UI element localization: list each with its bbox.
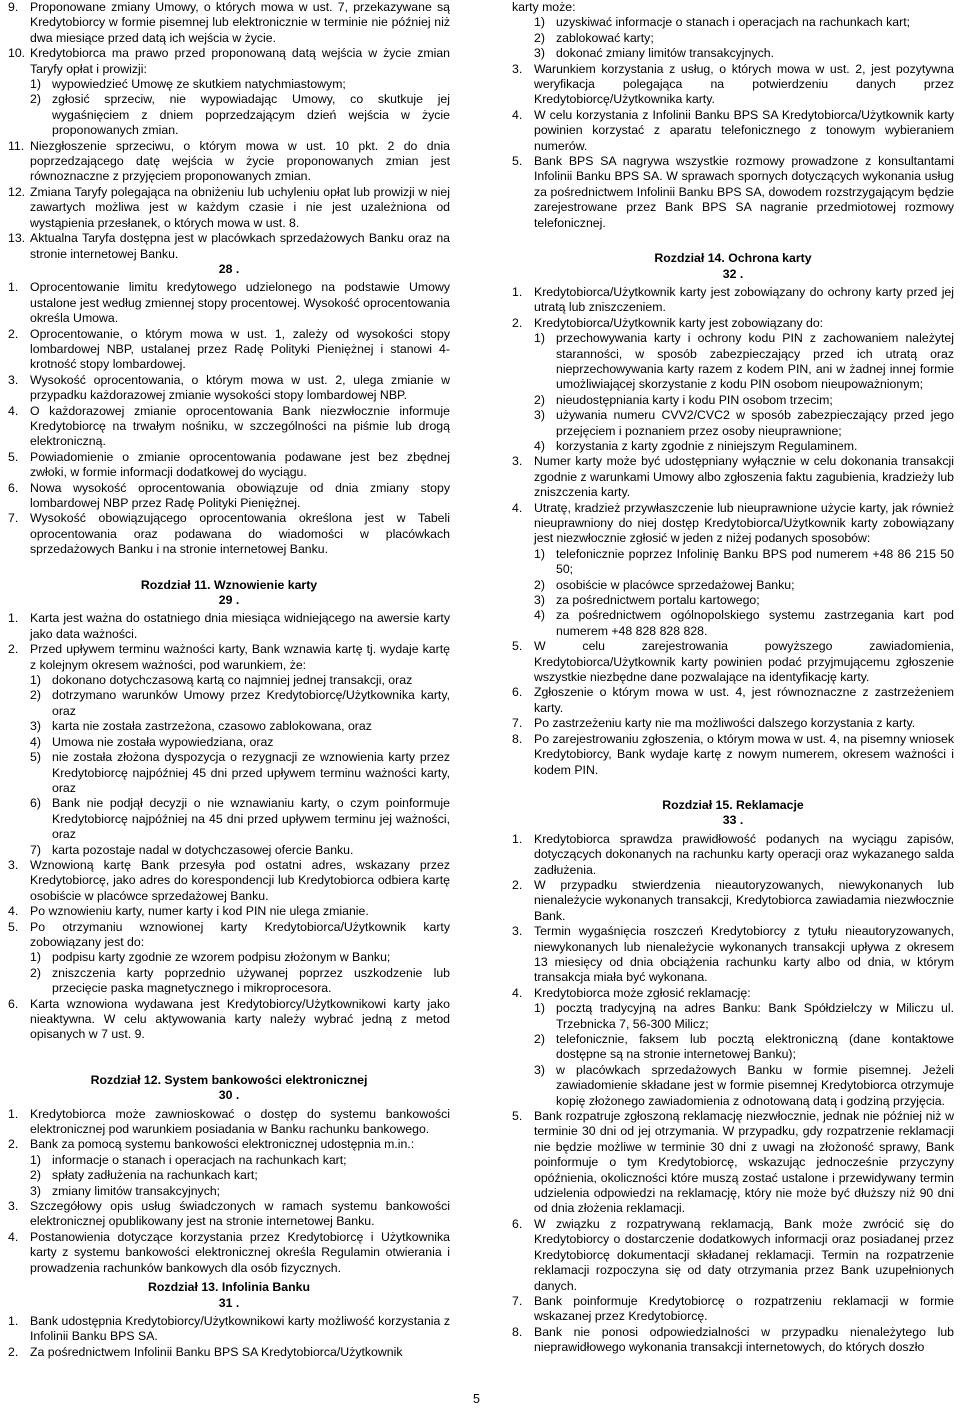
item-number: 10. xyxy=(8,46,26,61)
sub-item-text: dotrzymano warunków Umowy przez Kredytobiorcę/Użytkownika karty, oraz xyxy=(52,688,450,718)
list-item xyxy=(8,1230,450,1276)
item-text: Zgłoszenie o którym mowa w ust. 4, jest równoznaczne z zastrzeżeniem karty. xyxy=(534,685,954,715)
item-number: 3. xyxy=(512,454,523,469)
list-item xyxy=(512,986,954,1001)
list-item xyxy=(8,611,450,642)
sub-item-number: 6) xyxy=(30,796,41,811)
item-number: 7. xyxy=(8,511,19,526)
item-number: 2. xyxy=(8,326,19,341)
item-text: Kredytobiorca może zawnioskować o dostęp do systemu bankowości elektronicznej pod warunkiem posiadania w Banku rachunku bankowego. xyxy=(30,1106,450,1137)
sub-item-number: 3) xyxy=(534,408,545,423)
sub-item-text: Umowa nie została wypowiedziana, oraz xyxy=(52,734,274,749)
sub-item xyxy=(534,331,954,393)
sub-item-text: nie została złożona dyspozycja o rezygnacji ze wznowienia karty przez Kredytobiorcę najpóźniej 45 dni przed upływem terminu ważności karty, oraz xyxy=(52,750,450,795)
sub-item-number: 2) xyxy=(534,392,545,407)
item-number: 4. xyxy=(8,904,19,919)
sub-item xyxy=(534,393,954,408)
item-number: 5. xyxy=(8,919,19,934)
item-text: W celu zarejestrowania powyższego zawiadomienia, Kredytobiorca/Użytkownik karty powinien podać przyjmującemu zgłoszenie wszystkie niezbędne dane pozwalające na identyfikację karty. xyxy=(534,639,954,685)
item-number: 4. xyxy=(8,403,19,418)
sub-item xyxy=(30,1153,450,1168)
item-number: 3. xyxy=(8,1199,19,1214)
sub-item xyxy=(534,408,954,439)
item-number: 4. xyxy=(512,500,523,515)
sub-item xyxy=(30,796,450,842)
item-number: 1. xyxy=(8,611,19,626)
item-number: 12. xyxy=(8,184,26,199)
item-text: Aktualna Taryfa dostępna jest w placówkach sprzedażowych Banku oraz na stronie internetowej Banku. xyxy=(30,231,450,261)
sub-item xyxy=(30,843,450,858)
list-item xyxy=(8,1137,450,1152)
list-item xyxy=(8,858,450,904)
list-item xyxy=(512,716,954,731)
list-item xyxy=(8,1314,450,1345)
item-number: 1. xyxy=(512,831,523,846)
section-pre-right xyxy=(512,62,954,231)
paragraph-32: 32 . xyxy=(722,266,744,281)
item-text: Po zastrzeżeniu karty nie ma możliwości dalszego korzystania z karty. xyxy=(534,716,916,731)
sub-item-text: podpisu karty zgodnie ze wzorem podpisu złożonym w Banku; xyxy=(52,950,391,965)
item-text: Kredytobiorca może zgłosić reklamację: xyxy=(534,985,751,1000)
sub-item-number: 1) xyxy=(534,1001,545,1016)
paragraph-31: 31 . xyxy=(218,1295,240,1310)
list-item xyxy=(8,1107,450,1138)
chapter-15-heading: Rozdział 15. Reklamacje xyxy=(662,797,804,812)
page-number: 5 xyxy=(473,1392,480,1406)
list-item xyxy=(8,920,450,951)
section-33 xyxy=(512,832,954,1356)
item-number: 2. xyxy=(512,315,523,330)
item-text: Bank BPS SA nagrywa wszystkie rozmowy prowadzone z konsultantami Infolinii Banku BPS SA. W sprawach spornych dotyczących wykonania usług za pośrednictwem Infolinii Banku BPS SA, dowodem rozstrzygającym będzie zarejestrowane przez Bank BPS SA nagranie przedmiotowej rozmowy telefonicznej. xyxy=(534,154,954,230)
sub-item xyxy=(534,31,954,46)
item-text: Po otrzymaniu wznowionej karty Kredytobiorca/Użytkownik karty zobowiązany jest do: xyxy=(30,919,450,949)
item-text: Karta jest ważna do ostatniego dnia miesiąca widniejącego na awersie karty jako data ważności. xyxy=(30,611,450,641)
sub-item xyxy=(534,1063,954,1109)
item-number: 2. xyxy=(8,1137,19,1152)
item-text: Bank za pomocą systemu bankowości elektronicznej udostępnia m.in.: xyxy=(30,1137,415,1152)
list-item xyxy=(512,639,954,685)
sub-item-number: 1) xyxy=(534,15,545,30)
list-item xyxy=(8,327,450,373)
sub-item xyxy=(534,547,954,578)
list-item xyxy=(8,642,450,673)
sub-item xyxy=(30,673,450,688)
item-text: Oprocentowanie limitu kredytowego udzielonego na podstawie Umowy ustalone jest według zmiennej stopy procentowej. Wysokość oprocentowania określa Umowa. xyxy=(30,280,450,326)
sub-item xyxy=(30,966,450,997)
continued-subitems xyxy=(512,15,954,61)
item-text: Bank rozpatruje zgłoszoną reklamację niezwłocznie, jednak nie później niż w terminie 30 dni od jej otrzymania. W przypadku, gdy rozpatrzenie reklamacji nie będzie możliwe w terminie 30 dni z uwagi na złożoność sprawy, Bank poinformuje o tym Kredytobiorcę, wskazując jednocześnie przyczyny opóźnienia, okoliczności które muszą zostać ustalone i przewidywany termin udzielenia odpowiedzi na reklamację, który nie może być dłuższy niż 90 dni od dnia złożenia reklamacji. xyxy=(534,1109,954,1216)
item-text: Powiadomienie o zmianie oprocentowania podawane jest bez zbędnej zwłoki, w formie informacji dodatkowej do wyciągu. xyxy=(30,449,450,480)
chapter-14-heading: Rozdział 14. Ochrona karty xyxy=(654,251,812,266)
item-number: 8. xyxy=(512,731,523,746)
sub-item-text: informacje o stanach i operacjach na rachunkach kart; xyxy=(52,1152,347,1167)
paragraph-28: 28 . xyxy=(218,261,240,276)
sub-item xyxy=(30,1184,450,1199)
sub-item-number: 2) xyxy=(534,30,545,45)
sub-item-number: 7) xyxy=(30,842,41,857)
item-text: Bank nie ponosi odpowiedzialności w przypadku nienależytego lub nieprawidłowego wykonania transakcji internetowych, do których doszło xyxy=(534,1324,954,1355)
item-text: Szczegółowy opis usług świadczonych w ramach systemu bankowości elektronicznej opublikowany jest na stronie internetowej Banku. xyxy=(30,1199,450,1229)
item-number: 6. xyxy=(8,996,19,1011)
item-number: 9. xyxy=(8,0,19,14)
list-item xyxy=(512,501,954,547)
item-text: Za pośrednictwem Infolinii Banku BPS SA Kredytobiorca/Użytkownik xyxy=(30,1344,403,1359)
list-item xyxy=(512,108,954,154)
item-number: 6. xyxy=(512,685,523,700)
sub-item-number: 1) xyxy=(30,1152,41,1167)
item-number: 3. xyxy=(512,924,523,939)
list-item xyxy=(512,1217,954,1294)
list-item xyxy=(8,373,450,404)
list-item xyxy=(8,481,450,512)
item-text: Kredytobiorca ma prawo przed proponowaną datą wejścia w życie zmian Taryfy opłat i prowizji: xyxy=(30,46,450,76)
item-text: Niezgłoszenie sprzeciwu, o którym mowa w ust. 10 pkt. 2 do dnia poprzedzającego datę wejścia w życie proponowanych zmian jest równoznaczne z przyjęciem proponowanych zmian. xyxy=(30,138,450,184)
sub-item-number: 3) xyxy=(534,1062,545,1077)
sub-item-number: 3) xyxy=(30,1183,41,1198)
sub-item-number: 2) xyxy=(534,1032,545,1046)
sub-item-number: 4) xyxy=(30,734,41,749)
list-item xyxy=(8,1199,450,1230)
item-number: 13. xyxy=(8,231,26,246)
sub-item-text: zmiany limitów transakcyjnych; xyxy=(52,1183,221,1198)
list-item xyxy=(512,732,954,778)
item-text: Wznowioną kartę Bank przesyła pod ostatni adres, wskazany przez Kredytobiorcę, jako adres do korespondencji lub Kredytobiorca odbiera kartę osobiście w placówce sprzedażowej Banku. xyxy=(30,857,450,903)
list-item xyxy=(512,62,954,108)
sub-item-number: 2) xyxy=(30,92,41,107)
item-number: 2. xyxy=(512,877,523,892)
sub-item-number: 2) xyxy=(534,577,545,592)
paragraph-30: 30 . xyxy=(218,1088,240,1103)
paragraph-33: 33 . xyxy=(722,813,744,828)
sub-item-number: 1) xyxy=(534,546,545,561)
sub-item-text: pocztą tradycyjną na adres Banku: Bank Spółdzielczy w Miliczu ul. Trzebnicka 7, 56-300 Milicz; xyxy=(556,1001,954,1031)
item-number: 3. xyxy=(8,857,19,872)
sub-item xyxy=(534,46,954,61)
item-text: Oprocentowanie, o którym mowa w ust. 1, zależy od wysokości stopy lombardowej NBP, ustalanej przez Radę Polityki Pieniężnej i stanowi 4-krotność stopy lombardowej. xyxy=(30,326,450,372)
item-text: Proponowane zmiany Umowy, o których mowa w ust. 7, przekazywane są Kredytobiorcy w formie pisemnej lub elektronicznie w terminie nie później niż dwa miesiące przed datą ich wejścia w życie. xyxy=(30,0,450,45)
sub-item-text: za pośrednictwem ogólnopolskiego systemu zastrzegania kart pod numerem +48 828 828 828. xyxy=(556,608,954,638)
chapter-11-heading: Rozdział 11. Wznowienie karty xyxy=(140,577,318,592)
list-item xyxy=(8,280,450,326)
sub-item xyxy=(534,15,954,30)
item-number: 11. xyxy=(8,138,25,153)
section-29 xyxy=(8,611,450,1042)
sub-item xyxy=(30,92,450,138)
item-number: 8. xyxy=(512,1324,523,1339)
right-column xyxy=(512,0,954,1356)
chapter-12-heading: Rozdział 12. System bankowości elektronicznej xyxy=(90,1072,368,1087)
sub-item-text: osobiście w placówce sprzedażowej Banku; xyxy=(556,577,795,592)
list-item xyxy=(8,1345,450,1360)
sub-item-text: telefonicznie, faksem lub pocztą elektroniczną (dane kontaktowe dostępne są na stronie internetowej Banku); xyxy=(556,1032,954,1062)
sub-item-text: karta nie została zastrzeżona, czasowo zablokowana, oraz xyxy=(52,719,372,734)
item-text: Postanowienia dotyczące korzystania przez Kredytobiorcę i Użytkownika karty z systemu bankowości elektronicznej określa Regulamin otwierania i prowadzenia rachunków bankowych dla osób fizycznych. xyxy=(30,1229,450,1275)
list-item xyxy=(512,316,954,331)
item-number: 4. xyxy=(512,985,523,1000)
item-number: 6. xyxy=(512,1216,523,1231)
list-item xyxy=(512,924,954,986)
section-pre-left xyxy=(8,0,450,262)
item-text: Kredytobiorca sprawdza prawidłowość podanych na wyciągu zapisów, dotyczących dokonanych na rachunku karty operacji oraz wykazanego salda zadłużenia. xyxy=(534,831,954,877)
sub-item-number: 1) xyxy=(30,77,41,92)
sub-item-text: spłaty zadłużenia na rachunkach kart; xyxy=(52,1168,258,1183)
sub-item-number: 5) xyxy=(30,750,41,765)
list-item xyxy=(8,0,450,46)
list-item xyxy=(8,46,450,77)
list-item xyxy=(8,185,450,231)
sub-item-number: 1) xyxy=(30,673,41,688)
sub-item xyxy=(534,439,954,454)
sub-item-number: 4) xyxy=(534,438,545,453)
sub-item xyxy=(534,608,954,639)
item-number: 4. xyxy=(8,1229,19,1244)
sub-item xyxy=(30,688,450,719)
list-item xyxy=(512,685,954,716)
list-item xyxy=(8,450,450,481)
section-28 xyxy=(8,280,450,557)
item-text: Bank udostępnia Kredytobiorcy/Użytkownikowi karty możliwość korzystania z Infolinii Banku BPS SA. xyxy=(30,1313,450,1344)
item-number: 3. xyxy=(8,372,19,387)
item-text: W celu korzystania z Infolinii Banku BPS SA Kredytobiorca/Użytkownik karty powinien korzystać z aparatu telefonicznego z tonowym wybieraniem numerów. xyxy=(534,107,954,153)
sub-item-text: telefonicznie poprzez Infolinię Banku BPS pod numerem +48 86 215 50 50; xyxy=(556,546,954,577)
sub-item-number: 1) xyxy=(30,950,41,965)
sub-item-text: dokonano dotychczasową kartą co najmniej jednej transakcji, oraz xyxy=(52,673,413,688)
item-number: 2. xyxy=(8,642,19,657)
item-text: Po zarejestrowaniu zgłoszenia, o którym mowa w ust. 4, na pisemny wniosek Kredytobiorcy, Bank wydaje kartę z nowym numerem, okresem ważności i kodem PIN. xyxy=(534,731,954,777)
item-text: Nowa wysokość oprocentowania obowiązuje od dnia zmiany stopy lombardowej NBP przez Radę Polityki Pieniężnej. xyxy=(30,480,450,510)
sub-item-text: wypowiedzieć Umowę ze skutkiem natychmiastowym; xyxy=(52,77,346,92)
sub-item-text: zablokować karty; xyxy=(556,30,654,45)
continued-lead: karty może: xyxy=(512,0,576,14)
item-text: O każdorazowej zmianie oprocentowania Bank niezwłocznie informuje Kredytobiorcę na trwałym nośniku, w szczególności na piśmie lub drogą elektroniczną. xyxy=(30,403,450,449)
item-text: Po wznowieniu karty, numer karty i kod PIN nie ulega zmianie. xyxy=(30,904,369,919)
sub-item xyxy=(534,593,954,608)
paragraph-29: 29 . xyxy=(218,593,240,608)
item-text: Wysokość obowiązującego oprocentowania określona jest w Tabeli oprocentowania oraz podawana do wiadomości w placówkach sprzedażowych Banku i na stronie internetowej Banku. xyxy=(30,511,450,557)
sub-item-text: zniszczenia karty poprzednio używanej poprzez uszkodzenie lub przecięcie paska magnetycznego i mikroprocesora. xyxy=(52,965,450,996)
item-text: Warunkiem korzystania z usług, o których mowa w ust. 2, jest pozytywna weryfikacja polegająca na potwierdzeniu danych przez Kredytobiorcę/Użytkownika karty. xyxy=(534,61,954,107)
item-text: Przed upływem terminu ważności karty, Bank wznawia kartę tj. wydaje kartę z kolejnym okresem ważności, pod warunkiem, że: xyxy=(30,642,450,672)
item-text: W przypadku stwierdzenia nieautoryzowanych, niewykonanych lub nienależycie wykonanych transakcji, Kredytobiorca zawiadamia niezwłocznie Bank. xyxy=(534,877,954,923)
list-item xyxy=(8,139,450,185)
sub-item xyxy=(30,750,450,796)
list-item xyxy=(8,511,450,557)
sub-item xyxy=(30,950,450,965)
section-32 xyxy=(512,285,954,778)
item-text: Kredytobiorca/Użytkownik karty jest zobowiązany do ochrony karty przed jej utratą lub zniszczeniem. xyxy=(534,284,954,315)
sub-item-number: 4) xyxy=(534,608,545,623)
list-item xyxy=(512,1294,954,1325)
sub-item-number: 2) xyxy=(30,965,41,980)
sub-item-text: używania numeru CVV2/CVC2 w sposób zabezpieczający przed jego przejęciem i poznaniem przez osoby nieuprawnione; xyxy=(556,408,954,438)
section-31 xyxy=(8,1314,450,1360)
sub-item-number: 2) xyxy=(30,688,41,703)
item-number: 5. xyxy=(8,449,19,464)
sub-item xyxy=(30,719,450,734)
sub-item xyxy=(30,735,450,750)
sub-item xyxy=(30,1168,450,1183)
sub-item-number: 3) xyxy=(30,719,41,734)
sub-item-text: przechowywania karty i ochrony kodu PIN z zachowaniem należytej staranności, w sposób zabezpieczający przed ich utratą oraz nieprzechowywania karty razem z kodem PIN, ani w żadnej innej formie umożliwiającej skorzystanie z kodu PIN osobom nieupoważnionym; xyxy=(556,331,954,392)
item-number: 5. xyxy=(512,1109,523,1124)
list-item xyxy=(8,231,450,262)
sub-item-text: uzyskiwać informacje o stanach i operacjach na rachunkach kart; xyxy=(556,15,911,30)
list-item xyxy=(512,1325,954,1356)
item-text: Zmiana Taryfy polegająca na obniżeniu lub uchyleniu opłat lub prowizji w niej zawartych możliwa jest w każdym czasie i nie jest uzależniona od wystąpienia przesłanek, o których mowa w ust. 8. xyxy=(30,184,450,230)
item-text: Karta wznowiona wydawana jest Kredytobiorcy/Użytkownikowi karty jako nieaktywna. W celu aktywowania karty należy wybrać jedną z metod opisanych w 7 ust. 9. xyxy=(30,996,450,1042)
sub-item-text: dokonać zmiany limitów transakcyjnych. xyxy=(556,46,775,61)
item-number: 6. xyxy=(8,480,19,495)
sub-item xyxy=(534,1032,954,1063)
list-item xyxy=(512,878,954,924)
item-text: Numer karty może być udostępniany wyłącznie w celu dokonania transakcji zgodnie z warunkami Umowy albo zgłoszenia faktu zagubienia, kradzieży lub zniszczenia karty. xyxy=(534,454,954,500)
list-item xyxy=(8,904,450,919)
list-item xyxy=(512,832,954,878)
list-item xyxy=(512,285,954,316)
sub-item-text: nieudostępniania karty i kodu PIN osobom trzecim; xyxy=(556,392,833,407)
chapter-13-heading: Rozdział 13. Infolinia Banku xyxy=(148,1280,310,1295)
sub-item xyxy=(534,1001,954,1032)
sub-item-text: zgłosić sprzeciw, nie wypowiadając Umowy, co skutkuje jej wygaśnięciem z dniem poprzedzającym dzień wejścia w życie proponowanych zmian. xyxy=(52,92,450,138)
list-item xyxy=(8,404,450,450)
item-number: 4. xyxy=(512,107,523,122)
item-text: Wysokość oprocentowania, o którym mowa w ust. 2, ulega zmianie w przypadku każdorazowej zmianie wysokości stopy lombardowej NBP. xyxy=(30,372,450,403)
list-item xyxy=(512,454,954,500)
sub-item-number: 2) xyxy=(30,1168,41,1183)
item-number: 3. xyxy=(512,61,523,76)
section-30 xyxy=(8,1107,450,1276)
item-number: 1. xyxy=(8,280,19,295)
sub-item-number: 3) xyxy=(534,593,545,608)
item-number: 1. xyxy=(8,1106,19,1121)
sub-item-text: Bank nie podjął decyzji o nie wznawianiu karty, o czym poinformuje Kredytobiorcę najpóźniej na 45 dni przed upływem terminu jej ważności, oraz xyxy=(52,796,450,842)
left-column xyxy=(8,0,450,1360)
item-number: 2. xyxy=(8,1344,19,1359)
sub-item-text: karta pozostaje nadal w dotychczasowej ofercie Banku. xyxy=(52,842,354,857)
item-number: 5. xyxy=(512,639,523,654)
list-item xyxy=(8,997,450,1043)
item-text: W związku z rozpatrywaną reklamacją, Bank może zwrócić się do Kredytobiorcy o dostarczenie dodatkowych informacji oraz posiadanej przez Kredytobiorcę dokumentacji składanej reklamacji. Termin na rozpatrzenie reklamacji rozpoczyna się od daty otrzymania przez Bank uzupełnionych danych. xyxy=(534,1216,954,1293)
list-item xyxy=(512,1109,954,1217)
item-text: Termin wygaśnięcia roszczeń Kredytobiorcy z tytułu nieautoryzowanych, niewykonanych lub nienależycie wykonanych transakcji upływa z okresem 13 miesięcy od dnia obciążenia rachunku karty albo od dnia, w którym transakcja miała być wykonana. xyxy=(534,924,954,985)
sub-item-number: 3) xyxy=(534,46,545,61)
item-number: 7. xyxy=(512,716,523,731)
sub-item-text: za pośrednictwem portalu kartowego; xyxy=(556,593,760,608)
item-number: 5. xyxy=(512,154,523,169)
list-item xyxy=(512,154,954,231)
item-text: Kredytobiorca/Użytkownik karty jest zobowiązany do: xyxy=(534,315,824,330)
item-number: 1. xyxy=(8,1313,19,1328)
sub-item-text: korzystania z karty zgodnie z niniejszym Regulaminem. xyxy=(556,438,858,453)
item-text: Utratę, kradzież przywłaszczenie lub nieuprawnione użycie karty, jak również nieuprawniony do niej dostęp Kredytobiorca/Użytkownik karty zobowiązany jest niezwłocznie zgłosić w jeden z niżej podanych sposobów: xyxy=(534,500,954,546)
item-number: 7. xyxy=(512,1293,523,1308)
item-number: 1. xyxy=(512,284,523,299)
sub-item-number: 1) xyxy=(534,331,545,346)
sub-item xyxy=(30,77,450,92)
sub-item xyxy=(534,578,954,593)
item-text: Bank poinformuje Kredytobiorcę o rozpatrzeniu reklamacji w formie wskazanej przez Kredytobiorcę. xyxy=(534,1293,954,1324)
sub-item-text: w placówkach sprzedażowych Banku w formie pisemnej. Jeżeli zawiadomienie składane jest w formie pisemnej Kredytobiorca otrzymuje kopię złożonego zawiadomienia z odnotowaną datą i godziną przyjęcia. xyxy=(556,1062,954,1108)
